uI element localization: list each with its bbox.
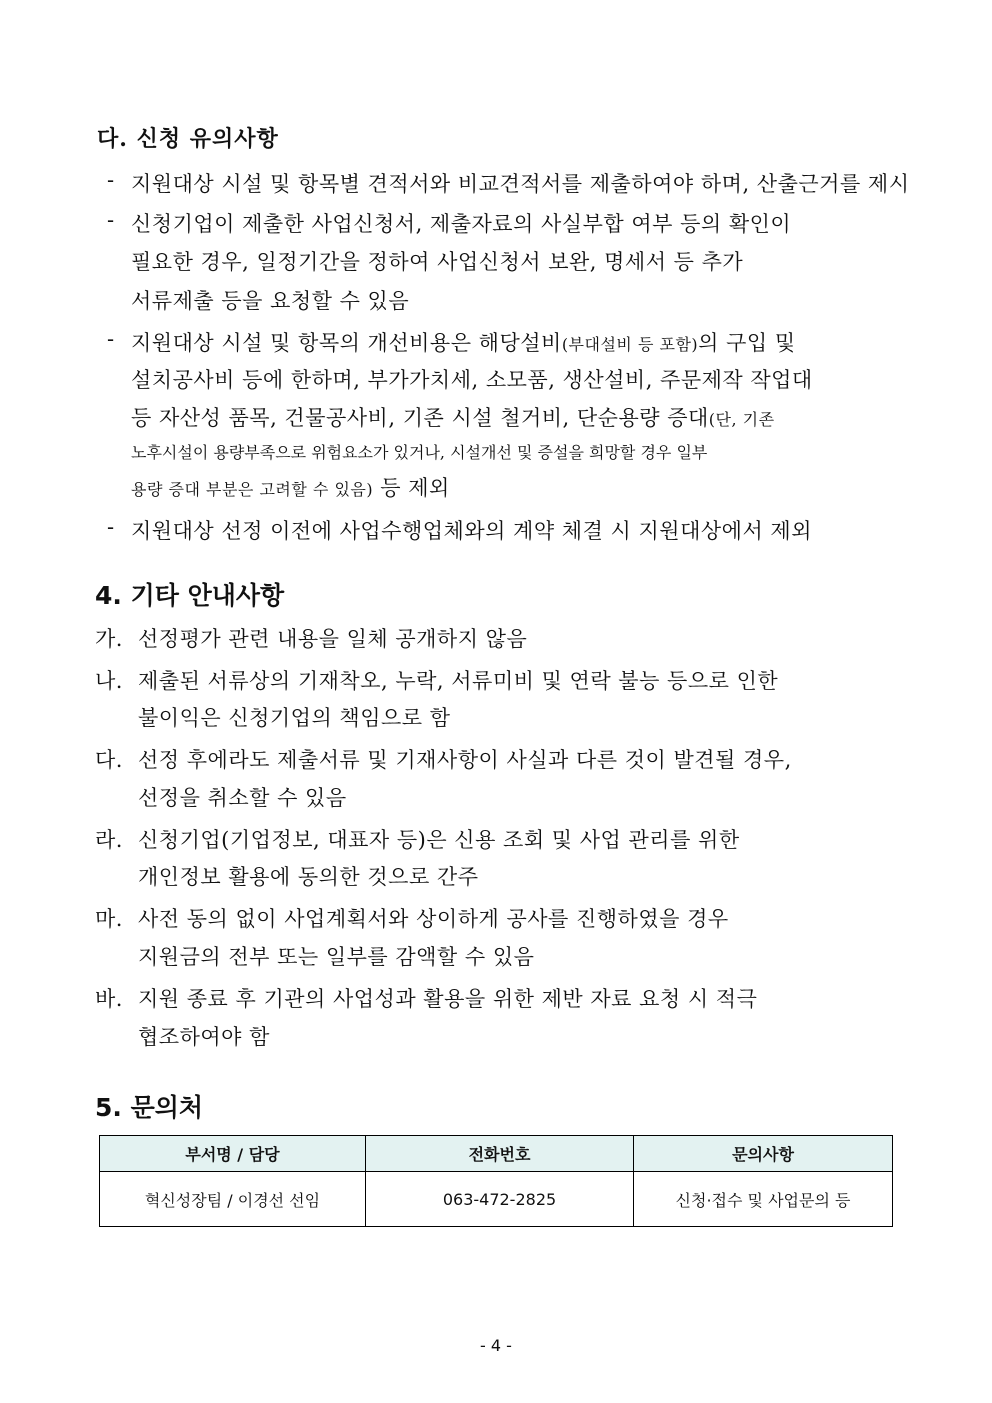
text-run: 지원대상 시설 및 항목의 개선비용은 해당설비 [131, 331, 562, 355]
bullet-dash: - [107, 168, 115, 192]
list-item-line: 제출된 서류상의 기재착오, 누락, 서류미비 및 연락 불능 등으로 인한 [138, 669, 779, 693]
list-marker: 마. [95, 907, 123, 931]
list-item-line: 협조하여야 함 [138, 1025, 270, 1049]
list-item-line: 신청기업(기업정보, 대표자 등)은 신용 조회 및 사업 관리를 위한 [138, 828, 740, 852]
bullet-dash: - [107, 208, 115, 232]
text-run: 용량 증대 부분은 고려할 수 있음) [131, 480, 374, 499]
bullet-line: 설치공사비 등에 한하며, 부가가치세, 소모품, 생산설비, 주문제작 작업대 [131, 368, 813, 392]
list-item-line: 사전 동의 없이 사업계획서와 상이하게 공사를 진행하였을 경우 [138, 907, 729, 931]
bullet-line: 지원대상 선정 이전에 사업수행업체와의 계약 체결 시 지원대상에서 제외 [131, 519, 812, 543]
list-marker: 다. [95, 748, 123, 772]
list-item-line: 지원 종료 후 기관의 사업성과 활용을 위한 제반 자료 요청 시 적극 [138, 987, 758, 1011]
list-item-line: 선정 후에라도 제출서류 및 기재사항이 사실과 다른 것이 발견될 경우, [138, 748, 792, 772]
bullet-line: 지원대상 시설 및 항목별 견적서와 비교견적서를 제출하여야 하며, 산출근거를 제시 [131, 172, 910, 196]
table-header-cell: 전화번호 [366, 1136, 634, 1172]
bullet-line: 필요한 경우, 일정기간을 정하여 사업신청서 보완, 명세서 등 추가 [131, 250, 744, 274]
subsection-title: 다. 신청 유의사항 [97, 126, 279, 152]
section-title: 5. 문의처 [95, 1093, 204, 1122]
list-marker: 라. [95, 828, 123, 852]
list-item-line: 불이익은 신청기업의 책임으로 함 [138, 706, 451, 730]
table-header-cell: 문의사항 [634, 1136, 893, 1172]
table-header-cell: 부서명 / 담당 [100, 1136, 366, 1172]
text-run: (부대설비 등 포함) [561, 335, 699, 354]
table-cell: 063-472-2825 [366, 1172, 634, 1227]
list-marker: 나. [95, 669, 123, 693]
table-cell: 혁신성장팀 / 이경선 선임 [100, 1172, 366, 1227]
list-item-line: 선정을 취소할 수 있음 [138, 786, 347, 810]
bullet-dash: - [107, 515, 115, 539]
text-run: (단, 기존 [708, 410, 775, 429]
table-cell: 신청·접수 및 사업문의 등 [634, 1172, 893, 1227]
list-item-line: 개인정보 활용에 동의한 것으로 간주 [138, 865, 479, 889]
bullet-dash: - [107, 327, 115, 351]
text-run: 등 제외 [373, 476, 450, 500]
bullet-line: 서류제출 등을 요청할 수 있음 [131, 289, 410, 313]
list-marker: 바. [95, 987, 123, 1011]
bullet-line: 신청기업이 제출한 사업신청서, 제출자료의 사실부합 여부 등의 확인이 [131, 212, 792, 236]
text-run: 등 자산성 품목, 건물공사비, 기존 시설 철거비, 단순용량 증대 [131, 406, 709, 430]
bullet-line [131, 472, 450, 502]
bullet-line: 노후시설이 용량부족으로 위험요소가 있거나, 시설개선 및 증설을 희망할 경우 일부 [131, 443, 708, 462]
contact-table [99, 1135, 893, 1227]
list-item-line: 지원금의 전부 또는 일부를 감액할 수 있음 [138, 945, 535, 969]
text-run: 의 구입 및 [698, 331, 796, 355]
list-marker: 가. [95, 627, 123, 651]
page-number: - 4 - [480, 1336, 512, 1355]
table-row [100, 1172, 893, 1227]
section-title: 4. 기타 안내사항 [95, 581, 285, 610]
bullet-line [131, 327, 796, 357]
list-item-line: 선정평가 관련 내용을 일체 공개하지 않음 [138, 627, 528, 651]
bullet-line [131, 402, 775, 432]
table-header-row [100, 1136, 893, 1172]
